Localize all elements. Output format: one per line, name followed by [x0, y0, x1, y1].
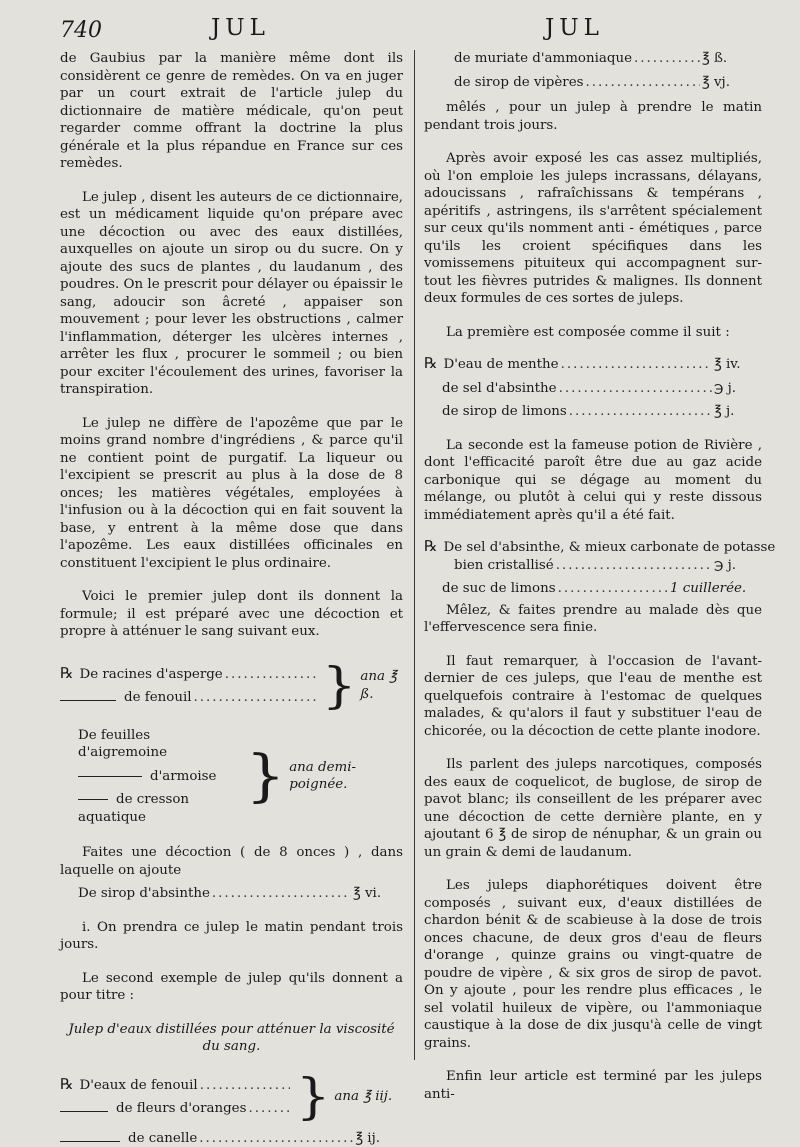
dose: ℥ vj. [702, 74, 762, 92]
recipe-line [454, 74, 762, 92]
dose: ℥ vi. [353, 885, 403, 903]
recipe-group [424, 538, 762, 598]
recipe-line [424, 538, 762, 557]
page-number: 740 [60, 22, 102, 40]
paragraph: Voici le premier julep dont ils donnent la formule; il est préparé avec une décoction et propre à atténuer le sang suivant eux. [60, 588, 403, 641]
brace-icon: } [296, 1072, 330, 1121]
recipe-line [60, 1076, 292, 1095]
left-column [60, 50, 403, 1147]
dose: ana ℥ iij. [334, 1088, 392, 1106]
paragraph: Les juleps diaphorétiques doivent être composés , suivant eux, d'eaux distillées de chardon bénit & de scabieuse à la dose de trois onces chacune, de deux gros d'eau de fleurs d'orange , quinze grains ou vingt-quatre de poudre de vipère , & six gros de sirop de pavot. On y ajoute , pour les rendre plus efficaces , le sel volatil huileux de vipère, ou l'ammoniaque caustique à la dose de dix jusqu'à celle de vingt grains. [424, 877, 762, 1052]
paragraph: Enfin leur article est terminé par les juleps anti- [424, 1068, 762, 1103]
recipe-line [454, 50, 762, 68]
dose: ℥ ij. [355, 1130, 380, 1147]
paragraph: La première est composée comme il suit : [424, 324, 762, 342]
recipe-group [60, 659, 403, 713]
brace-icon: } [246, 748, 285, 804]
recipe-group [78, 727, 403, 827]
right-column [424, 50, 762, 1103]
ingredient: D'eaux de fenouil [79, 1077, 197, 1095]
dose: ℈ j. [714, 557, 762, 575]
paragraph: Faites une décoction ( de 8 onces ) , dans laquelle on ajoute [60, 844, 403, 879]
recipe-line [442, 403, 762, 421]
recipe-line [442, 380, 762, 398]
column-rule [414, 50, 415, 1060]
recipe-line [60, 689, 318, 707]
recipe-symbol: ℞ [424, 355, 437, 373]
paragraph: La seconde est la fameuse potion de Rivière , dont l'efficacité paroît être due au gaz acide carbonique qui se dégage au moment du mélange, ou plutôt à celui qui y reste dissous immédiatement après qu'il a été fait. [424, 437, 762, 525]
recipe-line [424, 355, 762, 374]
dose: ℥ j. [714, 403, 762, 421]
recipe-line [78, 768, 242, 786]
recipe-line [60, 1130, 380, 1147]
ingredient: de canelle [128, 1130, 197, 1147]
paragraph: Le julep , disent les auteurs de ce dictionnaire, est un médicament liquide qu'on prépare avec une décoction ou avec des eaux distillées, auxquelles on ajoute un sirop ou du sucre. On y ajoute des sucs de plantes , du laudanum , des poudres. On le prescrit pour délayer ou épaissir le sang, adoucir son âcreté , appaiser son mouvement ; pour lever les obstructions , calmer l'inflammation, déterger les ulcères internes , arrêter les flux , procurer le sommeil ; ou bien pour exciter l'écoulement des urines, favoriser la transpiration. [60, 189, 403, 399]
recipe-line [60, 1100, 292, 1118]
recipe-line [60, 665, 318, 684]
ingredient: D'eau de menthe [443, 356, 558, 374]
paragraph: Mêlez, & faites prendre au malade dès que l'effervescence sera finie. [424, 602, 762, 637]
running-head-left: JUL [211, 20, 270, 38]
recipe-symbol: ℞ [424, 538, 437, 556]
ingredient: De feuilles d'aigremoine [78, 727, 242, 762]
paragraph: Après avoir exposé les cas assez multipliés, où l'on emploie les juleps incrassans, délayans, adoucissans , rafraîchissans & tempérans , apéritifs , astringens, ils s'arrêtent spécialement sur ceux qu'ils nomment anti - émétiques , parce qu'ils les croient spécifiques dans les vomissemens pituiteux qui accompagnent sur-tout les fièvres putrides & malignes. Ils donnent deux formules de ces sortes de juleps. [424, 150, 762, 308]
dose: ℈ j. [714, 380, 762, 398]
recipe-line [454, 557, 762, 575]
recipe-line [442, 580, 762, 598]
ingredient: de suc de limons [442, 580, 556, 598]
ingredient: de cresson aquatique [78, 792, 189, 825]
dose: ℥ ß. [702, 50, 762, 68]
dose: ana ℥ ß. [360, 668, 403, 703]
brace-icon: } [322, 661, 356, 710]
ingredient: De sel d'absinthe, & mieux carbonate de potasse [443, 539, 775, 557]
recipe-group [424, 355, 762, 421]
ingredient: de fleurs d'oranges [116, 1100, 246, 1118]
paragraph: Le julep ne diffère de l'apozême que par le moins grand nombre d'ingrédiens , & parce qu'il ne contient point de purgatif. La liqueur ou l'excipient se prescrit au plus à la dose de 8 onces; les matières végétales, employées à l'infusion ou à la décoction qui en fait souvent la base, y entrent à la même dose que dans l'apozême. Les eaux distillées officinales en constituent l'excipient le plus ordinaire. [60, 415, 403, 573]
recipe-line [78, 791, 242, 826]
paragraph: mêlés , pour un julep à prendre le matin pendant trois jours. [424, 99, 762, 134]
paragraph: i. On prendra ce julep le matin pendant trois jours. [60, 919, 403, 954]
recipe-symbol: ℞ [60, 1076, 73, 1094]
paragraph: Ils parlent des juleps narcotiques, composés des eaux de coquelicot, de buglose, de sirop de pavot blanc; ils conseillent de les préparer avec une décoction de cette dernière plante, en y ajoutant 6 ℥ de sirop de nénuphar, & un grain ou un grain & demi de laudanum. [424, 756, 762, 861]
section-title: Julep d'eaux distillées pour atténuer la viscosité du sang. [60, 1021, 403, 1056]
ingredient: d'armoise [150, 769, 216, 784]
ingredient: De sirop d'absinthe [78, 885, 210, 903]
recipe-line [78, 885, 403, 903]
running-head-right: JUL [545, 20, 604, 38]
ingredient: De racines d'asperge [79, 666, 222, 684]
paragraph: Il faut remarquer, à l'occasion de l'avant-dernier de ces juleps, que l'eau de menthe est quelquefois contraire à l'estomac de quelques malades, & qu'alors il faut y substituer l'eau de chicorée, ou la décoction de cette plante inodore. [424, 653, 762, 741]
recipe-group [60, 1070, 403, 1124]
dose: ana demi-poignée. [289, 759, 403, 794]
paragraph: de Gaubius par la manière même dont ils considèrent ce genre de remèdes. On va en juger par un court extrait de l'article julep du dictionnaire de matière médicale, qu'on peut regarder comme offrant la doctrine la plus générale et la plus répandue en France sur ces remèdes. [60, 50, 403, 173]
ingredient: de sirop de limons [442, 403, 567, 421]
dose: ℥ iv. [714, 356, 762, 374]
dose: 1 cuillerée. [670, 580, 762, 598]
ingredient: bien cristallisé [454, 557, 554, 575]
ingredient: de sirop de vipères [454, 74, 584, 92]
ingredient: de fenouil [124, 689, 192, 707]
ingredient: de sel d'absinthe [442, 380, 557, 398]
recipe-symbol: ℞ [60, 665, 73, 683]
paragraph: Le second exemple de julep qu'ils donnent a pour titre : [60, 970, 403, 1005]
ingredient: de muriate d'ammoniaque [454, 50, 632, 68]
